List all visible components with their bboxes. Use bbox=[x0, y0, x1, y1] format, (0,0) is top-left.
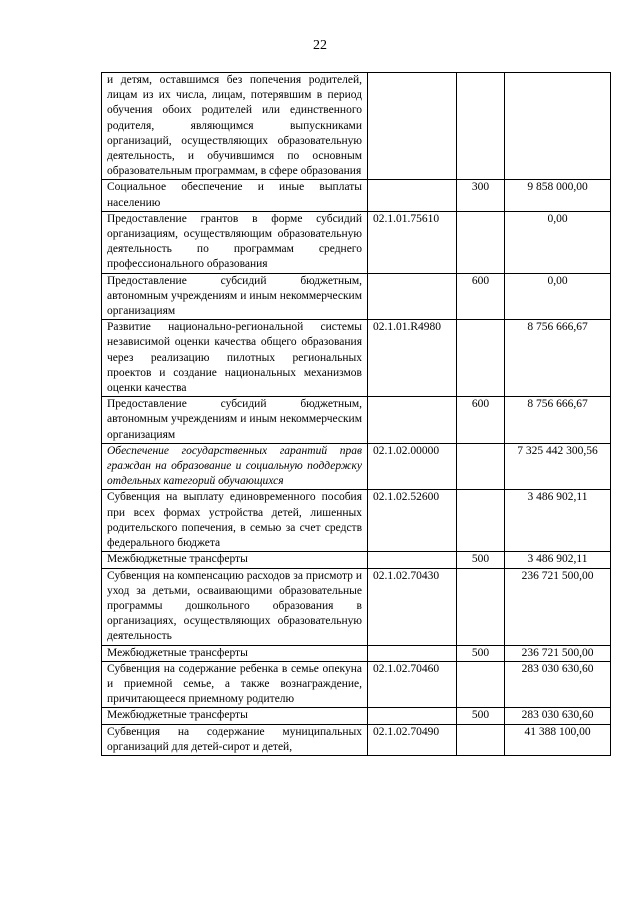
row-sum-cell: 236 721 500,00 bbox=[505, 645, 611, 661]
row-code-cell: 02.1.01.75610 bbox=[368, 211, 457, 273]
row-code-cell: 02.1.02.70460 bbox=[368, 661, 457, 708]
page-number: 22 bbox=[313, 38, 327, 53]
row-sum-cell: 283 030 630,60 bbox=[505, 661, 611, 708]
row-sum-cell: 8 756 666,67 bbox=[505, 397, 611, 444]
row-sum-cell: 3 486 902,11 bbox=[505, 490, 611, 552]
row-code-cell bbox=[368, 645, 457, 661]
table-row bbox=[102, 645, 611, 661]
row-code-cell: 02.1.02.52600 bbox=[368, 490, 457, 552]
row-code-cell: 02.1.02.00000 bbox=[368, 443, 457, 490]
row-type-cell: 600 bbox=[457, 273, 505, 320]
row-name-cell: Предоставление субсидий бюджетным, автономным учреждениям и иным некоммерческим организациям bbox=[102, 273, 368, 320]
row-type-cell bbox=[457, 443, 505, 490]
row-type-cell: 600 bbox=[457, 397, 505, 444]
row-type-cell bbox=[457, 211, 505, 273]
table-row bbox=[102, 73, 611, 180]
row-type-cell bbox=[457, 320, 505, 397]
table-row bbox=[102, 490, 611, 552]
budget-table bbox=[101, 72, 611, 756]
row-code-cell bbox=[368, 552, 457, 568]
row-code-cell: 02.1.01.R4980 bbox=[368, 320, 457, 397]
row-code-cell bbox=[368, 273, 457, 320]
row-sum-cell: 3 486 902,11 bbox=[505, 552, 611, 568]
row-name-cell: Субвенция на содержание ребенка в семье опекуна и приемной семье, а также вознаграждение, причитающееся приемному родителю bbox=[102, 661, 368, 708]
row-name-cell: Межбюджетные трансферты bbox=[102, 708, 368, 724]
row-sum-cell: 0,00 bbox=[505, 273, 611, 320]
row-type-cell: 500 bbox=[457, 552, 505, 568]
table-row bbox=[102, 552, 611, 568]
row-sum-cell: 8 756 666,67 bbox=[505, 320, 611, 397]
row-name-cell: Развитие национально-региональной системы независимой оценки качества общего образования через реализацию пилотных региональных проектов и создание национальных механизмов оценки качества bbox=[102, 320, 368, 397]
row-sum-cell: 283 030 630,60 bbox=[505, 708, 611, 724]
table-row bbox=[102, 568, 611, 645]
row-name-cell: и детям, оставшимся без попечения родителей, лицам из их числа, лицам, потерявшим в период обучения обоих родителей или единственного родителя, являющимся выпускниками организаций, осуществляющих образовательную деятельность, и обучившимся по основным образовательным программам, в сфере образования bbox=[102, 73, 368, 180]
table-row bbox=[102, 273, 611, 320]
row-type-cell: 500 bbox=[457, 708, 505, 724]
row-type-cell bbox=[457, 661, 505, 708]
row-code-cell: 02.1.02.70490 bbox=[368, 724, 457, 755]
table-row bbox=[102, 180, 611, 211]
row-type-cell: 500 bbox=[457, 645, 505, 661]
table-row bbox=[102, 211, 611, 273]
row-name-cell: Субвенция на содержание муниципальных организаций для детей-сирот и детей, bbox=[102, 724, 368, 755]
table-row bbox=[102, 397, 611, 444]
row-type-cell bbox=[457, 568, 505, 645]
row-type-cell bbox=[457, 490, 505, 552]
row-name-cell: Субвенция на выплату единовременного пособия при всех формах устройства детей, лишенных родительского попечения, в семью за счет средств федерального бюджета bbox=[102, 490, 368, 552]
row-name-cell: Предоставление грантов в форме субсидий организациям, осуществляющим образовательную деятельность по программам среднего профессионального образования bbox=[102, 211, 368, 273]
row-sum-cell: 9 858 000,00 bbox=[505, 180, 611, 211]
row-code-cell bbox=[368, 180, 457, 211]
row-name-cell: Социальное обеспечение и иные выплаты населению bbox=[102, 180, 368, 211]
table-row bbox=[102, 320, 611, 397]
row-name-cell: Предоставление субсидий бюджетным, автономным учреждениям и иным некоммерческим организациям bbox=[102, 397, 368, 444]
row-code-cell bbox=[368, 73, 457, 180]
row-type-cell bbox=[457, 73, 505, 180]
row-code-cell: 02.1.02.70430 bbox=[368, 568, 457, 645]
table-row bbox=[102, 661, 611, 708]
row-type-cell: 300 bbox=[457, 180, 505, 211]
row-sum-cell: 7 325 442 300,56 bbox=[505, 443, 611, 490]
row-name-cell: Межбюджетные трансферты bbox=[102, 645, 368, 661]
row-code-cell bbox=[368, 397, 457, 444]
row-type-cell bbox=[457, 724, 505, 755]
row-name-cell: Межбюджетные трансферты bbox=[102, 552, 368, 568]
row-code-cell bbox=[368, 708, 457, 724]
row-sum-cell: 236 721 500,00 bbox=[505, 568, 611, 645]
table-row bbox=[102, 708, 611, 724]
row-sum-cell: 41 388 100,00 bbox=[505, 724, 611, 755]
row-sum-cell: 0,00 bbox=[505, 211, 611, 273]
table-row bbox=[102, 443, 611, 490]
row-sum-cell bbox=[505, 73, 611, 180]
table-row bbox=[102, 724, 611, 755]
row-name-cell: Субвенция на компенсацию расходов за присмотр и уход за детьми, осваивающими образовательные программы дошкольного образования в организациях, осуществляющих образовательную деятельность bbox=[102, 568, 368, 645]
row-name-cell: Обеспечение государственных гарантий прав граждан на образование и социальную поддержку отдельных категорий обучающихся bbox=[102, 443, 368, 490]
